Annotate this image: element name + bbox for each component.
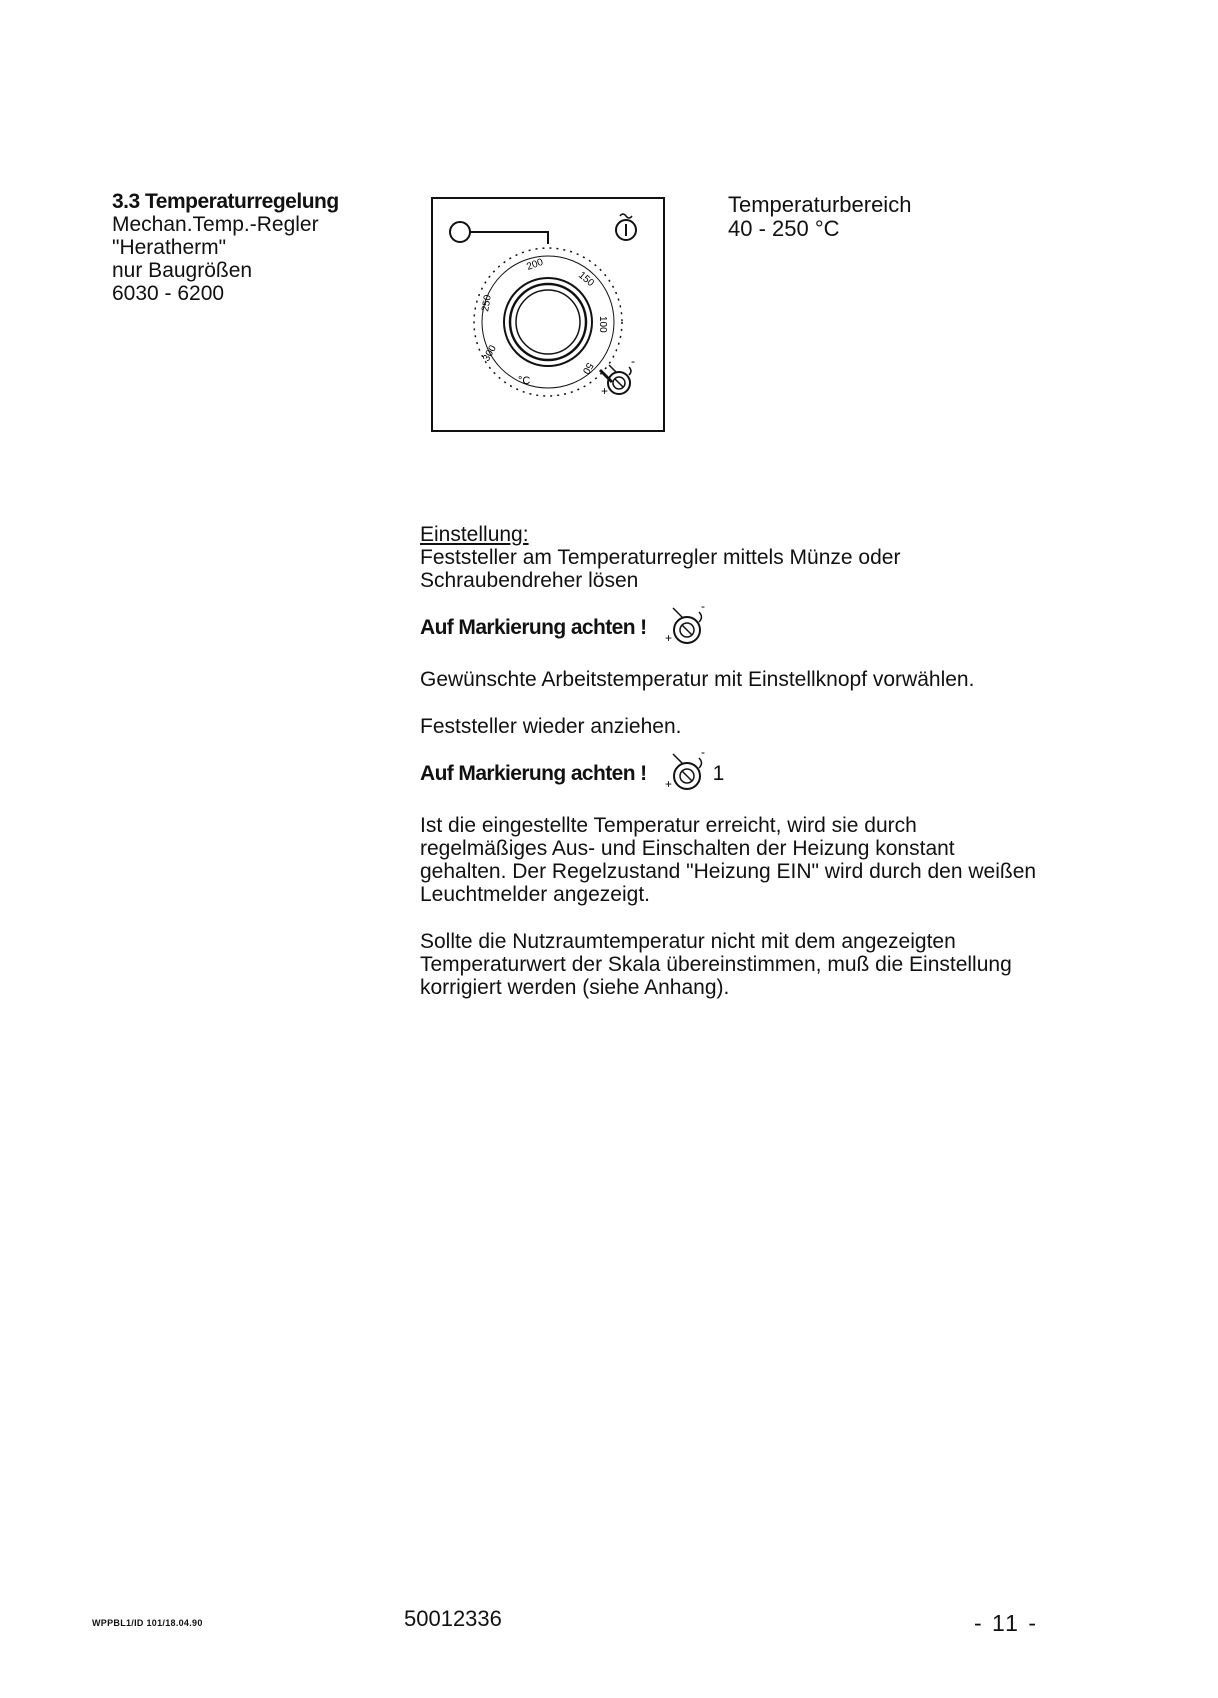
svg-text:-: -	[700, 600, 705, 613]
notice-line-2	[420, 746, 1070, 800]
notice-line-1	[420, 600, 1070, 654]
dial-unit: °C	[518, 375, 531, 387]
pilot-light-icon	[450, 222, 470, 242]
screw-minus-label: -	[631, 354, 635, 368]
size-note: nur Baugrößen	[112, 259, 253, 282]
instruction-tighten: Feststeller wieder anziehen.	[420, 715, 682, 738]
locking-screw-icon	[659, 746, 713, 800]
section-sidebar	[112, 190, 402, 305]
instructions	[420, 523, 1070, 999]
temperature-dial	[474, 248, 622, 396]
notice-text-1: Auf Markierung achten !	[420, 615, 647, 639]
svg-text:-: -	[700, 746, 705, 759]
dial-label-150: 150	[576, 269, 596, 290]
svg-text:+: +	[664, 631, 672, 645]
instruction-preselect: Gewünschte Arbeitstemperatur mit Einstellknopf vorwählen.	[420, 668, 975, 691]
regulator-type: Mechan.Temp.-Regler	[112, 213, 319, 236]
temperature-range	[728, 193, 911, 241]
notice-suffix-2: 1	[712, 761, 725, 785]
section-heading: 3.3 Temperaturregelung	[112, 190, 339, 213]
screw-plus-label: +	[601, 384, 609, 398]
paragraph-correction: Sollte die Nutzraumtemperatur nicht mit dem angezeigten Temperaturwert der Skala übereinstimmen, muß die Einstellung korrigiert werden (siehe Anhang).	[420, 930, 1012, 999]
instruction-loosen: Feststeller am Temperaturregler mittels Münze oder Schraubendreher lösen	[420, 546, 901, 592]
part-number: 50012336	[404, 1606, 502, 1631]
dial-label-300: 300	[481, 343, 499, 364]
page-number: - 11 -	[974, 1610, 1038, 1636]
svg-text:+: +	[664, 777, 672, 791]
setting-title: Einstellung:	[420, 523, 529, 546]
dial-label-100: 100	[597, 316, 608, 333]
range-label: Temperaturbereich	[728, 192, 912, 217]
temperature-regulator-figure	[430, 196, 666, 434]
heating-symbol-icon	[616, 214, 636, 240]
range-value: 40 - 250 °C	[728, 216, 840, 241]
document-code: WPPBL1/ID 101/18.04.90	[92, 1618, 203, 1628]
paragraph-regulation: Ist die eingestellte Temperatur erreicht, wird sie durch regelmäßiges Aus- und Einschalten der Heizung konstant gehalten. Der Regelzustand "Heizung EIN" wird durch den weißen Leuchtmelder angezeigt.	[420, 814, 1037, 906]
dial-label-250: 250	[480, 294, 494, 313]
dial-label-200: 200	[525, 256, 545, 273]
notice-text-2: Auf Markierung achten !	[420, 761, 647, 785]
dial-label-50: 50	[579, 360, 595, 376]
regulator-brand: "Heratherm"	[112, 236, 227, 259]
locking-screw-icon	[659, 600, 713, 654]
size-range: 6030 - 6200	[112, 282, 225, 305]
